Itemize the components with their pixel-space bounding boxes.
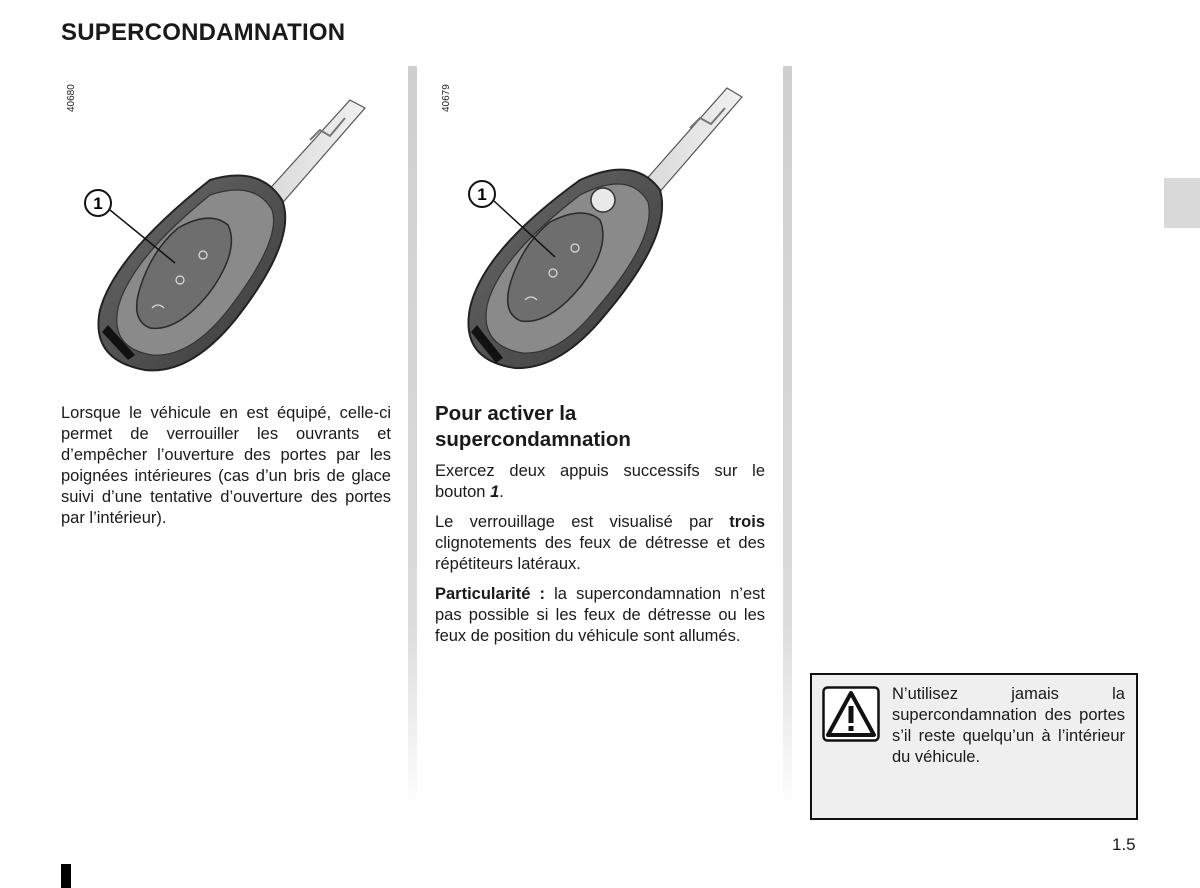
warning-triangle-icon xyxy=(822,686,880,742)
callout-number: 1 xyxy=(93,194,103,213)
key-figure-1 xyxy=(60,70,395,390)
page-number: 1.5 xyxy=(1112,835,1136,854)
remote-key-illustration xyxy=(60,70,395,390)
key-figure-2 xyxy=(435,70,770,390)
particularity-paragraph: Particularité : la supercondamnation n’est pas possible si les feux de détresse ou les feux de position du véhicule sont allumés. xyxy=(435,585,765,645)
section-tab xyxy=(1164,178,1200,228)
figure-code: 40679 xyxy=(441,84,452,112)
callout-number: 1 xyxy=(477,185,487,204)
column-divider xyxy=(783,66,792,811)
warning-text: N’utilisez jamais la supercondamnation des portes s’il reste quelqu’un à l’intérieur du véhicule. xyxy=(892,685,1125,766)
column-divider xyxy=(408,66,417,811)
lock-indication-paragraph: Le verrouillage est visualisé par trois clignotements des feux de détresse et des répétiteurs latéraux. xyxy=(435,513,765,573)
folding-key-illustration xyxy=(435,70,770,390)
instruction-paragraph: Exercez deux appuis successifs sur le bouton 1. xyxy=(435,462,765,501)
section-heading: Pour activer la supercondamnation xyxy=(435,402,631,451)
figure-code: 40680 xyxy=(66,84,77,112)
corner-mark xyxy=(61,864,71,888)
intro-paragraph: Lorsque le véhicule en est équipé, celle-ci permet de verrouiller les ouvrants et d’empêcher l’ouverture des portes par les poignées intérieures (cas d’un bris de glace suivi d’une tentative d’ouverture des portes par l’intérieur). xyxy=(61,404,391,527)
button-reference: 1 xyxy=(490,483,500,501)
page-title: SUPERCONDAMNATION xyxy=(61,19,346,46)
